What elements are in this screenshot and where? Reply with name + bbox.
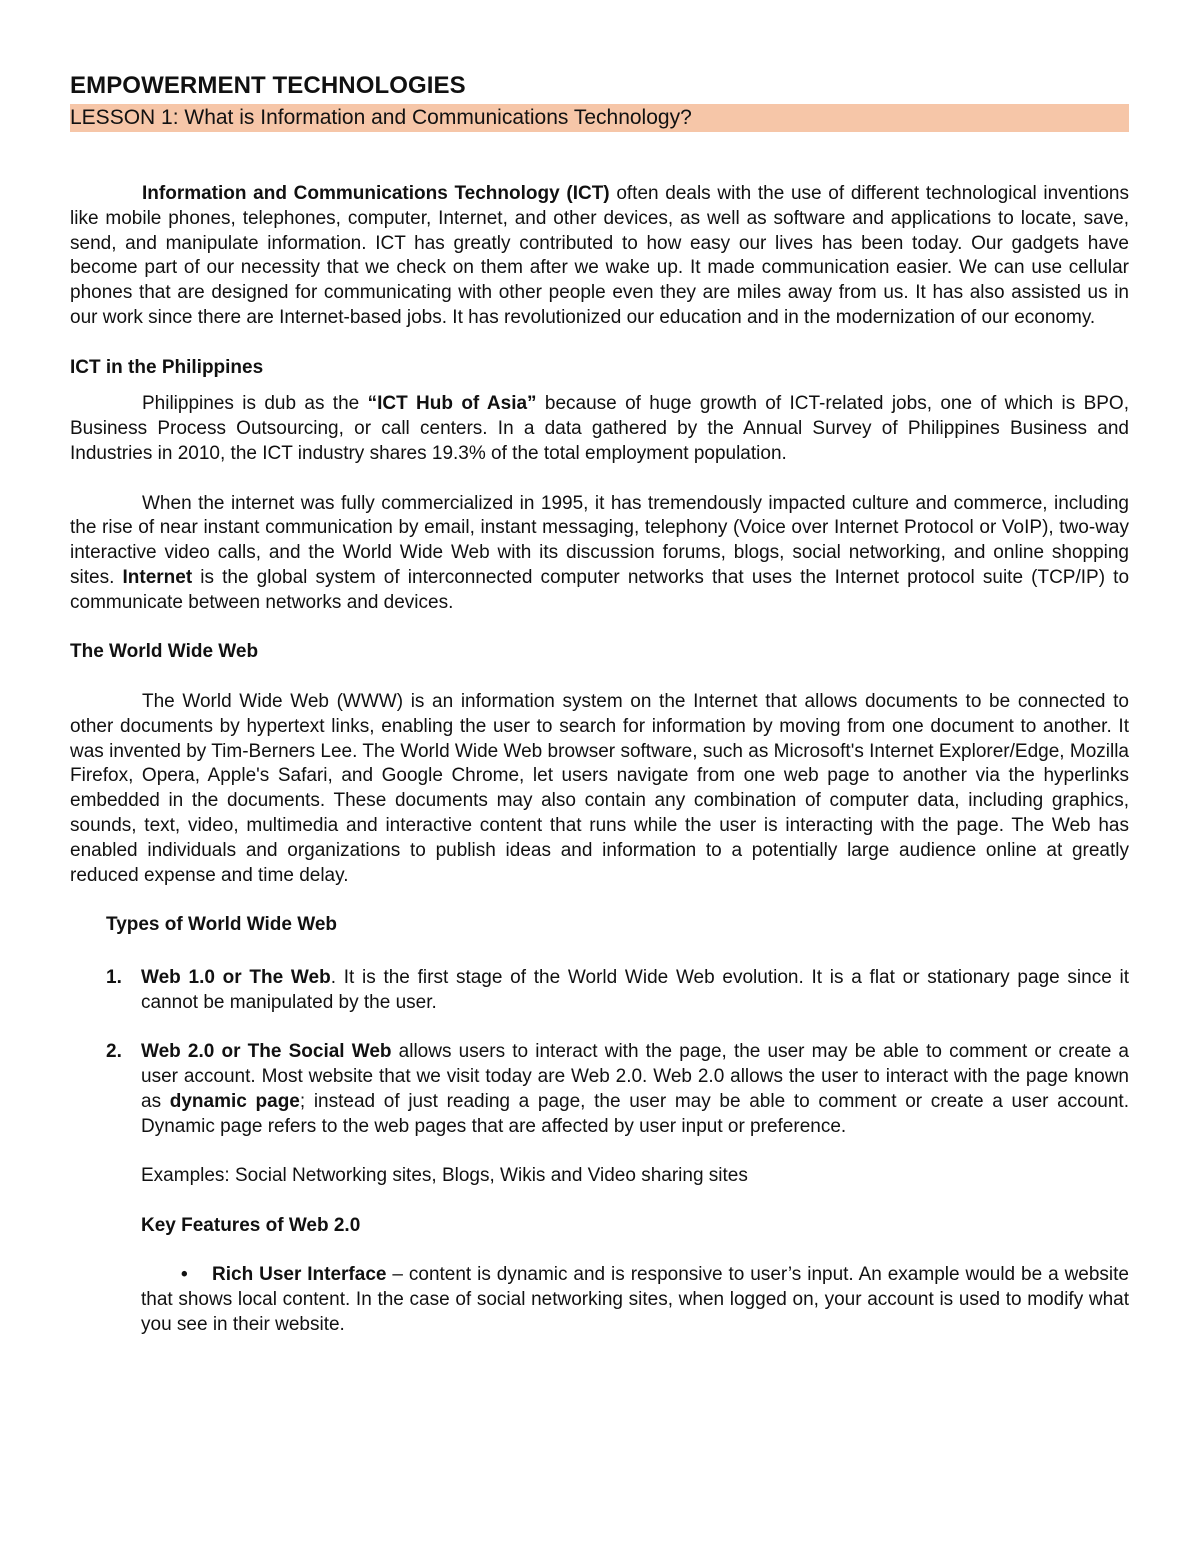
lesson-title-bar: LESSON 1: What is Information and Communications Technology?: [70, 104, 1129, 132]
ict-ph-p2-text: When the internet was fully commercialized in 1995, it has tremendously impacted culture and commerce, including the rise of near instant communication by email, instant messaging, telephony (Voice over Internet Protocol or VoIP), two-way interactive video calls, and the World Wide Web with its discussion forums, blogs, social networking, and online shopping sites.: [70, 492, 1129, 588]
web-2-text-end: ; instead of just reading a page, the user may be able to comment or create a user account. Dynamic page refers to the web pages that are affected by user input or preference.: [141, 1090, 1129, 1137]
rich-ui-text: – content is dynamic and is responsive to user’s input. An example would be a website that shows local content. In the case of social networking sites, when logged on, your account is used to modify what you see in their website.: [141, 1264, 1129, 1336]
examples-line: Examples: Social Networking sites, Blogs, Wikis and Video sharing sites: [141, 1165, 748, 1187]
rich-ui-title: Rich User Interface: [212, 1264, 387, 1286]
ict-ph-paragraph-2: [70, 492, 1129, 616]
heading-key-features: Key Features of Web 2.0: [141, 1214, 361, 1236]
heading-types-of-www: Types of World Wide Web: [106, 914, 338, 936]
document-page: [70, 72, 1129, 1338]
www-paragraph: The World Wide Web (WWW) is an information system on the Internet that allows documents to be connected to other documents by hypertext links, enabling the user to search for information by moving from one document to another. It was invented by Tim-Berners Lee. The World Wide Web browser software, such as Microsoft's Internet Explorer/Edge, Mozilla Firefox, Opera, Apple's Safari, and Google Chrome, let users navigate from one web page to another via the hyperlinks embedded in the documents. These documents may also contain any combination of computer data, including graphics, sounds, text, video, multimedia and interactive content that runs while the user is interacting with the page. The Web has enabled individuals and organizations to publish ideas and information to a potentially large audience online at greatly reduced expense and time delay.: [70, 690, 1129, 886]
ict-ph-p2-text-end: is the global system of interconnected computer networks that uses the Internet protocol suite (TCP/IP) to communicate between networks and devices.: [70, 566, 1130, 613]
intro-text: often deals with the use of different technological inventions like mobile phones, telephones, computer, Internet, and other devices, as well as software and applications to locate, save, send, and manipulate information. ICT has greatly contributed to how easy our lives has been today. Our gadgets have become part of our necessity that we check on them after we wake up. It made communication easier. We can use cellular phones that are designed for communicating with other people even they are miles away from us. It has also assisted us in our work since there are Internet-based jobs. It has revolutionized our education and in the modernization of our economy.: [70, 183, 1129, 328]
intro-paragraph: [70, 182, 1129, 331]
dynamic-page-term: dynamic page: [169, 1090, 300, 1112]
heading-world-wide-web: The World Wide Web: [70, 641, 259, 663]
web-2-text: allows users to interact with the page, the user may be able to comment or create a user account. Most website that we visit today are Web 2.0. Web 2.0 allows the user to interact with the page known as: [141, 1041, 1129, 1112]
ict-ph-p1-text: Philippines is dub as the: [142, 393, 368, 415]
ict-hub-of-asia: “ICT Hub of Asia”: [367, 393, 537, 415]
web-1-text: . It is the first stage of the World Wide Web evolution. It is a flat or stationary page since it cannot be manipulated by the user.: [141, 966, 1129, 1013]
bullet-rich-user-interface: [70, 1263, 1129, 1337]
web-1-title: Web 1.0 or The Web: [141, 966, 331, 988]
web-2-title: Web 2.0 or The Social Web: [141, 1041, 392, 1063]
intro-term: Information and Communications Technology (ICT): [142, 183, 610, 204]
bullet-icon: •: [181, 1264, 188, 1286]
list-item-web-2: [70, 1040, 1129, 1139]
list-item-web-1: [70, 966, 1129, 1016]
ict-ph-paragraph-1: [70, 392, 1129, 466]
heading-ict-philippines: ICT in the Philippines: [70, 356, 264, 378]
document-title: EMPOWERMENT TECHNOLOGIES: [70, 72, 466, 99]
list-number-1: 1.: [106, 966, 122, 988]
internet-term: Internet: [122, 566, 193, 588]
ict-ph-p1-text-end: because of huge growth of ICT-related jobs, one of which is BPO, Business Process Outsourcing, or call centers. In a data gathered by the Annual Survey of Philippines Business and Industries in 2010, the ICT industry shares 19.3% of the total employment population.: [70, 393, 1129, 464]
list-number-2: 2.: [106, 1041, 122, 1063]
